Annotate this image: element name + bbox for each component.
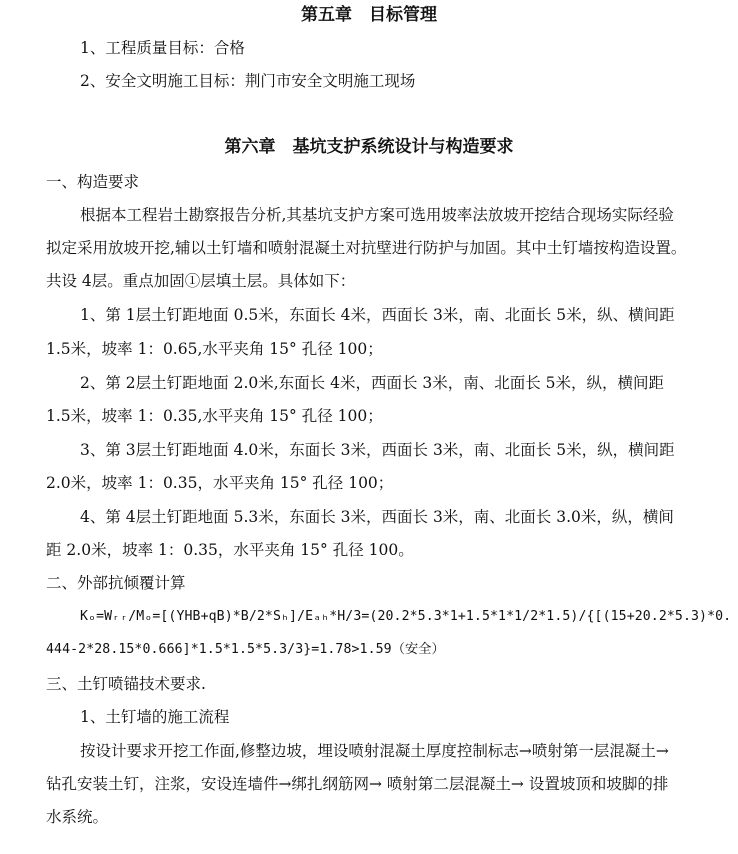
layer-3-line-2: 2.0米，坡率 1：0.35，水平夹角 15° 孔径 100； <box>46 474 394 492</box>
layer-1-line-2: 1.5米，坡率 1：0.65,水平夹角 15° 孔径 100； <box>46 340 383 358</box>
chapter-6-title: 第六章 基坑支护系统设计与构造要求 <box>224 137 514 157</box>
section-1-heading: 一、构造要求 <box>46 173 140 191</box>
section-1-intro-line-1: 根据本工程岩土勘察报告分析,其基坑支护方案可选用坡率法放坡开挖结合现场实际经验 <box>80 206 674 224</box>
sub-1-body-line-2: 钻孔安装土钉，注浆，安设连墙件→绑扎纲筋网→ 喷射第二层混凝土→ 设置坡顶和坡脚的排 <box>46 775 669 793</box>
chapter-5-title: 第五章 目标管理 <box>301 5 437 25</box>
sub-1-body-line-1: 按设计要求开挖工作面,修整边坡，埋设喷射混凝土厚度控制标志→喷射第一层混凝土→ <box>80 742 669 760</box>
layer-1-line-1: 1、第 1层土钉距地面 0.5米，东面长 4米，西面长 3米，南、北面长 5米，纵、横间距 <box>80 306 675 324</box>
formula-line-2: 444-2*28.15*0.666]*1.5*1.5*5.3/3}=1.78>1.59（安全） <box>46 642 445 657</box>
section-1-intro-line-2: 拟定采用放坡开挖,辅以土钉墙和喷射混凝土对抗壁进行防护与加固。其中土钉墙按构造设置。 <box>46 239 687 257</box>
layer-4-line-1: 4、第 4层土钉距地面 5.3米，东面长 3米，西面长 3米，南、北面长 3.0米，纵，横间 <box>80 508 674 526</box>
layer-3-line-1: 3、第 3层土钉距地面 4.0米，东面长 3米，西面长 3米，南、北面长 5米，纵，横间距 <box>80 441 675 459</box>
layer-2-line-2: 1.5米，坡率 1：0.35,水平夹角 15° 孔径 100； <box>46 407 383 425</box>
sub-1-heading: 1、土钉墙的施工流程 <box>80 708 230 726</box>
formula-line-1: Kₒ=Wᵣᵣ/Mₒ=[(YHB+qB)*B/2*Sₕ]/Eₐₕ*H/3=(20.2*5.3*1+1.5*1*1/2*1.5)/{[(15+20.2*5.3)*0. <box>80 609 732 624</box>
sub-1-body-line-3: 水系统。 <box>46 808 109 826</box>
section-1-intro-line-3: 共设 4层。重点加固①层填土层。具体如下： <box>46 272 356 290</box>
chapter-5-item-2: 2、安全文明施工目标：荆门市安全文明施工现场 <box>80 72 416 90</box>
layer-4-line-2: 距 2.0米，坡率 1：0.35，水平夹角 15° 孔径 100。 <box>46 541 414 559</box>
section-2-heading: 二、外部抗倾覆计算 <box>46 574 186 592</box>
layer-2-line-1: 2、第 2层土钉距地面 2.0米,东面长 4米，西面长 3米，南、北面长 5米，纵，横间距 <box>80 374 665 392</box>
chapter-5-item-1: 1、工程质量目标：合格 <box>80 39 245 57</box>
section-3-heading: 三、土钉喷锚技术要求. <box>46 675 206 693</box>
